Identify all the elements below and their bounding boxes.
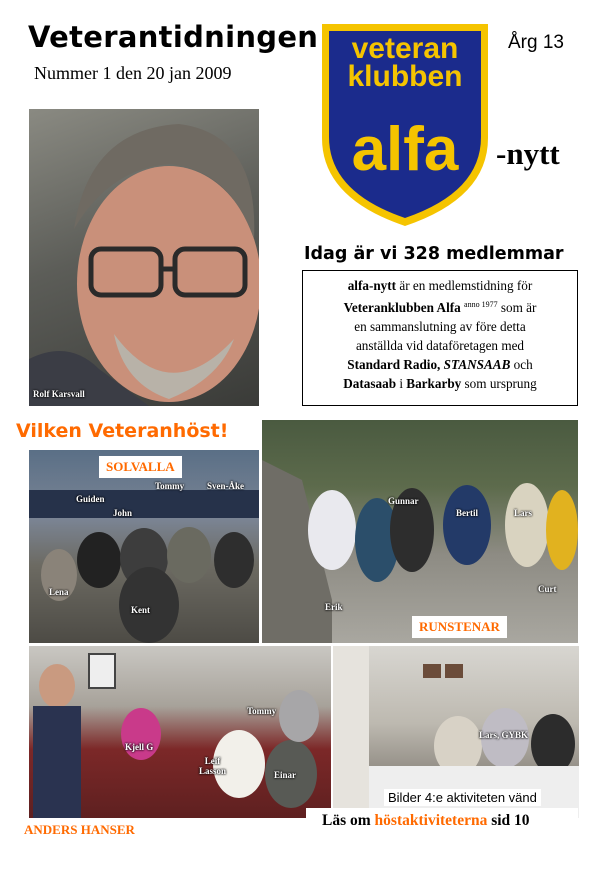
portrait-photo <box>29 109 259 406</box>
volume-year: Årg 13 <box>508 32 564 53</box>
read-more-line <box>306 808 578 834</box>
solvalla-photo <box>29 450 259 643</box>
solvalla-tag: SOLVALLA <box>99 456 182 478</box>
issue-line: Nummer 1 den 20 jan 2009 <box>34 63 232 83</box>
photo-note: Bilder 4:e aktiviteten vänd <box>384 789 541 806</box>
about-box <box>302 270 578 406</box>
name-label: Tommy <box>247 706 277 716</box>
name-label: Leif Lasson <box>199 756 227 776</box>
about-alfa-nytt: alfa-nytt <box>347 278 397 293</box>
about-standard-radio: Standard Radio, <box>347 357 444 372</box>
about-stansaab: STANSAAB <box>443 357 511 372</box>
veteranklubben-alfa-logo <box>318 20 492 230</box>
name-label: Guiden <box>76 494 105 504</box>
name-label: Erik <box>325 602 343 612</box>
name-label: Kjell G <box>125 742 154 752</box>
name-label: Bertil <box>456 508 478 518</box>
logo-text-klubben: klubben <box>347 60 463 93</box>
about-text-5: och <box>510 357 533 372</box>
about-anno: anno 1977 <box>464 300 498 309</box>
about-datasaab: Datasaab <box>343 376 397 391</box>
runstenar-tag: RUNSTENAR <box>412 616 507 638</box>
anders-hanser-label: ANDERS HANSER <box>24 822 135 837</box>
about-barkarby: Barkarby <box>406 376 462 391</box>
name-label: Sven-Åke <box>207 481 245 491</box>
runstenar-photo <box>262 420 578 643</box>
about-text-6b: som ursprung <box>461 376 537 391</box>
member-count-line: Idag är vi 328 medlemmar <box>304 244 564 264</box>
name-label: Lena <box>49 587 69 597</box>
section-heading: Vilken Veteranhöst! <box>16 420 229 442</box>
nytt-suffix: -nytt <box>496 136 560 171</box>
read-more-pre: Läs om <box>322 812 375 829</box>
name-label: Lars, GYBK <box>479 730 529 740</box>
masthead-title: Veterantidningen <box>28 20 319 54</box>
name-label: Lars <box>514 508 532 518</box>
name-label: Kent <box>131 605 150 615</box>
name-label: Curt <box>538 584 557 594</box>
logo-text-veteran: veteran <box>351 32 459 65</box>
read-more-highlight: höstaktiviteterna <box>374 812 488 829</box>
name-label: Gunnar <box>388 496 419 506</box>
about-text-1: är en medlemstidning för <box>396 278 533 293</box>
name-label: John <box>113 508 133 518</box>
name-label: Tommy <box>155 481 185 491</box>
about-text-4: anställda vid dataföretagen med <box>355 338 525 353</box>
about-text-2: som är <box>497 300 537 315</box>
about-text-6a: i <box>396 376 407 391</box>
portrait-caption: Rolf Karsvall <box>33 389 85 399</box>
logo-text-alfa: alfa <box>351 115 459 184</box>
about-club-name: Veteranklubben Alfa <box>343 300 461 315</box>
name-label: Einar <box>274 770 297 780</box>
about-text-3: en sammanslutning av före detta <box>354 319 526 334</box>
anders-hanser-photo <box>29 646 331 818</box>
read-more-post: sid 10 <box>487 812 530 829</box>
